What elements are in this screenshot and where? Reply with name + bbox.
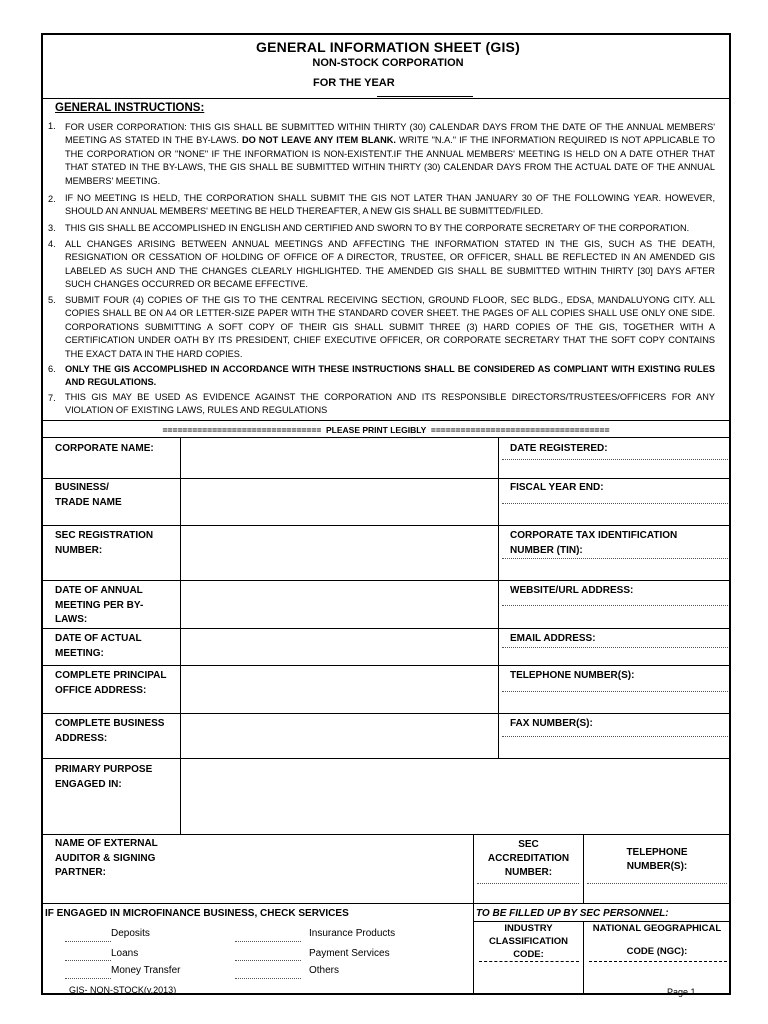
sec-personnel-heading: TO BE FILLED UP BY SEC PERSONNEL:	[476, 908, 669, 919]
fax-label: FAX NUMBER(S):	[510, 718, 593, 729]
tin-field[interactable]	[502, 558, 728, 559]
industry-code-label	[475, 922, 582, 961]
business-label	[55, 481, 122, 510]
for-the-year-label: FOR THE YEAR	[313, 77, 395, 89]
others-checkbox[interactable]	[235, 978, 301, 979]
sec-registration-line1: SEC REGISTRATION	[55, 530, 154, 541]
telephone-field[interactable]	[502, 691, 728, 692]
payment-services-label: Payment Services	[309, 948, 390, 959]
row-divider	[43, 665, 729, 666]
actual-meeting-line2: MEETING:	[55, 647, 104, 659]
trade-name-field[interactable]	[182, 480, 496, 524]
instruction-7: THIS GIS MAY BE USED AS EVIDENCE AGAINST THE CORPORATION AND ITS RESPONSIBLE DIRECTORS/TRUSTEES/OFFICERS FOR ANY VIOLATION OF EXISTING LAWS, RULES AND REGULATIONS	[65, 392, 715, 416]
fiscal-year-end-field[interactable]	[502, 503, 728, 504]
instruction-1	[65, 121, 715, 188]
money-transfer-checkbox[interactable]	[65, 978, 111, 979]
email-label: EMAIL ADDRESS:	[510, 633, 596, 644]
tin-label-line1: CORPORATE TAX IDENTIFICATION	[510, 530, 678, 541]
row-divider	[43, 478, 729, 479]
row-divider	[43, 713, 729, 714]
row-divider	[43, 580, 729, 581]
business-address-label	[55, 717, 164, 746]
form-version: GIS- NON-STOCK(v.2013)	[69, 985, 177, 995]
business-label-line1: BUSINESS/	[55, 482, 109, 493]
primary-purpose-line1: PRIMARY PURPOSE	[55, 764, 153, 775]
page-title: GENERAL INFORMATION SHEET (GIS)	[256, 39, 520, 55]
instruction-number: 2.	[48, 194, 56, 204]
primary-purpose-label	[55, 763, 152, 792]
row-divider	[43, 628, 729, 629]
sec-registration-line2: NUMBER:	[55, 544, 103, 556]
sec-accreditation-line2: ACCREDITATION	[487, 853, 570, 864]
business-address-field[interactable]	[182, 715, 496, 757]
auditor-telephone-label	[585, 846, 729, 874]
sec-registration-label	[55, 529, 153, 558]
year-field[interactable]	[377, 95, 473, 97]
instruction-6: ONLY THE GIS ACCOMPLISHED IN ACCORDANCE WITH THESE INSTRUCTIONS SHALL BE CONSIDERED AS COMPLIANT WITH EXISTING RULES AND REGULATIONS.	[65, 364, 715, 388]
website-label: WEBSITE/URL ADDRESS:	[510, 585, 634, 596]
instruction-3: THIS GIS SHALL BE ACCOMPLISHED IN ENGLISH AND CERTIFIED AND SWORN TO BY THE CORPORATE SECRETARY OF THE CORPORATION.	[65, 223, 690, 233]
auditor-line1: NAME OF EXTERNAL	[55, 838, 158, 849]
actual-meeting-line1: DATE OF ACTUAL	[55, 633, 142, 644]
deposits-label: Deposits	[111, 928, 150, 939]
instruction-1-bold: DO NOT LEAVE ANY ITEM BLANK.	[241, 135, 396, 146]
loans-label: Loans	[111, 948, 139, 959]
row-divider	[43, 903, 729, 904]
divider	[43, 437, 729, 438]
principal-address-line1: COMPLETE PRINCIPAL	[55, 670, 167, 681]
instruction-number: 3.	[48, 223, 56, 233]
instruction-1-text-b: WRITE "N.A." IF THE INFORMATION REQUIRED IS NOT APPLICABLE TO THE CORPORATION OR "NONE" IF THE INFORMATION IS NON-EXISTENT.IF THE ANNUAL MEMBERS' MEETING IS HELD ON A DATE OTHER THAT THAT STATED IN THE BY-LAWS, THE GIS SHALL BE SUBMITTED WITHIN THIRTY (30) CALENDAR DAYS FROM THE ACTUAL DATE OF THE ANNUAL MEMBERS' MEETING.	[65, 135, 715, 186]
industry-code-line1: INDUSTRY	[504, 923, 553, 934]
annual-meeting-line2: MEETING PER BY-	[55, 599, 144, 611]
fax-field[interactable]	[502, 736, 728, 737]
corporate-name-field[interactable]	[182, 439, 496, 477]
ngc-line2: CODE (NGC):	[626, 946, 688, 957]
instruction-number: 6.	[48, 364, 56, 374]
principal-address-label	[55, 669, 166, 698]
auditor-telephone-line1: TELEPHONE	[626, 847, 688, 858]
annual-meeting-date-field[interactable]	[182, 582, 496, 627]
sec-registration-field[interactable]	[182, 527, 496, 579]
sec-accreditation-field[interactable]	[477, 883, 579, 884]
insurance-checkbox[interactable]	[235, 941, 301, 942]
date-registered-field[interactable]	[502, 459, 728, 460]
auditor-field[interactable]	[182, 836, 471, 902]
instruction-number: 7.	[48, 393, 56, 403]
auditor-line3: PARTNER:	[55, 867, 106, 878]
corporate-name-label: CORPORATE NAME:	[55, 443, 154, 454]
others-label: Others	[309, 965, 340, 976]
column-divider	[473, 834, 474, 995]
business-address-line2: ADDRESS:	[55, 732, 108, 744]
industry-code-line3: CODE:	[513, 949, 544, 960]
fiscal-year-end-label: FISCAL YEAR END:	[510, 482, 604, 493]
divider	[43, 420, 729, 421]
instruction-2: IF NO MEETING IS HELD, THE CORPORATION SHALL SUBMIT THE GIS NOT LATER THAN JANUARY 30 OF THE FOLLOWING YEAR. HOWEVER, SHOULD AN ANNUAL MEMBERS' MEETING BE HELD THEREAFTER, A NEW GIS SHALL BE SUBMITTED/FILED.	[65, 193, 715, 217]
sec-accreditation-line1: SEC	[518, 839, 539, 850]
ngc-line1: NATIONAL GEOGRAPHICAL	[592, 923, 722, 934]
column-divider	[498, 437, 499, 758]
loans-checkbox[interactable]	[65, 960, 111, 961]
primary-purpose-line2: ENGAGED IN:	[55, 778, 122, 790]
deposits-checkbox[interactable]	[65, 941, 111, 942]
tin-label	[510, 529, 677, 558]
page-subtitle: NON-STOCK CORPORATION	[312, 57, 464, 69]
business-label-line2: TRADE NAME	[55, 496, 122, 508]
auditor-line2: AUDITOR & SIGNING	[55, 852, 156, 864]
website-field[interactable]	[502, 605, 728, 606]
instruction-4: ALL CHANGES ARISING BETWEEN ANNUAL MEETINGS AND AFFECTING THE INFORMATION STATED IN THE GIS, SUCH AS THE DEATH, RESIGNATION OR CESSATION OF HOLDING OF OFFICE OF A DIRECTOR, TRUSTEE, OR OFFICER, SHALL BE REFLECTED IN AN AMENDED GIS LABELED AS SUCH AND THE CHANGES CLEARLY HIGHLIGHTED. THE AMENDED GIS SHALL BE SUBMITTED WITHIN THIRTY [30] DAYS AFTER SUCH CHANGES OCCURRED OR BECAME EFFECTIVE.	[65, 239, 715, 290]
annual-meeting-label	[55, 584, 143, 628]
industry-code-field[interactable]	[479, 961, 579, 962]
auditor-telephone-field[interactable]	[587, 883, 727, 884]
column-divider	[180, 437, 181, 834]
print-legibly-banner: ================================ PLEASE PRINT LEGIBLY ====================================	[162, 425, 610, 435]
instruction-5: SUBMIT FOUR (4) COPIES OF THE GIS TO THE CENTRAL RECEIVING SECTION, GROUND FLOOR, SEC BLDG., EDSA, MANDALUYONG CITY. ALL COPIES SHALL BE ON A4 OR LETTER-SIZE PAPER WITH THE STANDARD COVER SHEET. THE PAGES OF ALL COPIES SHALL USE ONLY ONE SIDE. CORPORATIONS SUBMITTING A SOFT COPY OF THEIR GIS SHALL SUBMIT THREE (3) HARD COPIES OF THE GIS, TOGETHER WITH A CERTIFICATION UNDER OATH BY ITS PRESIDENT, CHIEF EXECUTIVE OFFICER, OR CORPORATE SECRETARY THAT THE SOFT COPY CONTAINS THE EXACT DATA IN THE HARD COPIES.	[65, 295, 715, 359]
money-transfer-label: Money Transfer	[111, 965, 181, 976]
page-number: Page 1	[667, 987, 696, 997]
payment-services-checkbox[interactable]	[235, 960, 301, 961]
row-divider	[43, 525, 729, 526]
business-address-line1: COMPLETE BUSINESS	[55, 718, 165, 729]
gis-form	[41, 33, 731, 995]
ngc-field[interactable]	[589, 961, 727, 962]
column-divider	[583, 921, 584, 995]
microfinance-heading: IF ENGAGED IN MICROFINANCE BUSINESS, CHECK SERVICES	[45, 908, 349, 919]
instruction-number: 5.	[48, 295, 56, 305]
actual-meeting-date-field[interactable]	[182, 630, 496, 664]
date-registered-label: DATE REGISTERED:	[510, 443, 608, 454]
auditor-telephone-line2: NUMBER(S):	[626, 861, 688, 872]
sec-accreditation-label	[475, 838, 582, 880]
principal-address-field[interactable]	[182, 667, 496, 712]
primary-purpose-field[interactable]	[182, 760, 728, 833]
row-divider	[43, 758, 729, 759]
divider	[43, 98, 729, 99]
row-divider	[43, 834, 729, 835]
annual-meeting-line1: DATE OF ANNUAL	[55, 585, 143, 596]
sec-accreditation-line3: NUMBER:	[504, 867, 553, 878]
tin-label-line2: NUMBER (TIN):	[510, 544, 583, 556]
column-divider	[583, 834, 584, 903]
auditor-label	[55, 837, 158, 881]
ngc-label	[585, 922, 729, 958]
insurance-label: Insurance Products	[309, 928, 396, 939]
annual-meeting-line3: LAWS:	[55, 614, 88, 625]
actual-meeting-label	[55, 632, 142, 661]
email-field[interactable]	[502, 647, 728, 648]
instruction-number: 4.	[48, 239, 56, 249]
instructions-heading: GENERAL INSTRUCTIONS:	[55, 102, 205, 114]
instruction-number: 1.	[48, 121, 56, 131]
instruction-1-text-a: FOR USER CORPORATION: THIS GIS SHALL BE SUBMITTED WITHIN THIRTY (30) CALENDAR DAYS FROM THE DATE OF THE ANNUAL MEMBERS' MEETING AS STATED IN THE BY-LAWS.	[65, 122, 715, 146]
telephone-label: TELEPHONE NUMBER(S):	[510, 670, 635, 681]
industry-code-line2: CLASSIFICATION	[489, 936, 568, 947]
principal-address-line2: OFFICE ADDRESS:	[55, 684, 147, 696]
